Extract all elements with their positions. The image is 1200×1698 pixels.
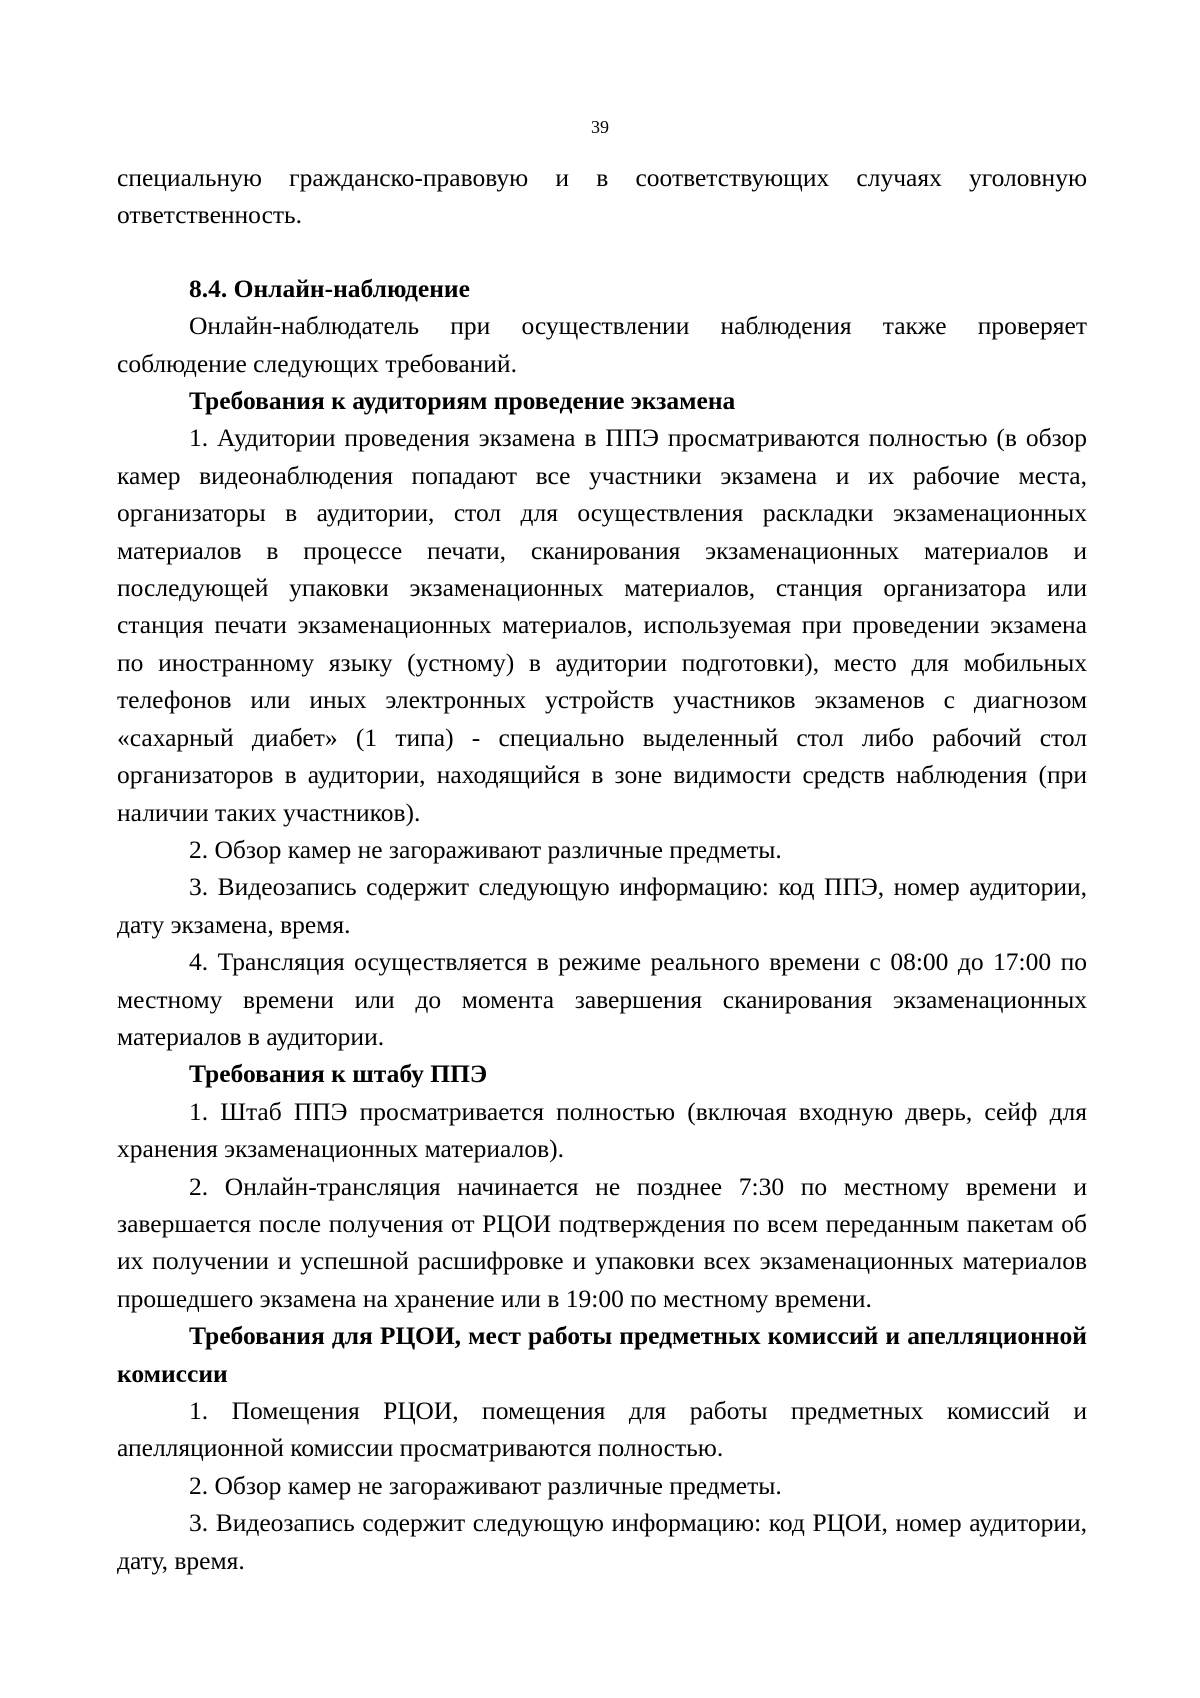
list-item: 1. Аудитории проведения экзамена в ППЭ просматриваются полностью (в обзор камер видеонаблюдения попадают все участники экзамена и их рабочие места, организаторы в аудитории, стол для осуществления раскладки экзаменационных материалов в процессе печати, сканирования экзаменационных материалов и последующей упаковки экзаменационных материалов, станция организатора или станция печати экзаменационных материалов, используемая при проведении экзамена по иностранному языку (устному) в аудитории подготовки), место для мобильных телефонов или иных электронных устройств участников экзаменов с диагнозом «сахарный диабет» (1 типа) - специально выделенный стол либо рабочий стол организаторов в аудитории, находящийся в зоне видимости средств наблюдения (при наличии таких участников).	[117, 423, 1087, 827]
list-item: 4. Трансляция осуществляется в режиме реального времени с 08:00 до 17:00 по местному времени или до момента завершения сканирования экзаменационных материалов в аудитории.	[117, 947, 1087, 1051]
paragraph-intro: Онлайн-наблюдатель при осуществлении наблюдения также проверяет соблюдение следующих требований.	[117, 311, 1087, 378]
page-number: 39	[591, 117, 609, 137]
list-item: 1. Помещения РЦОИ, помещения для работы предметных комиссий и апелляционной комиссии просматриваются полностью.	[117, 1396, 1087, 1463]
subheading-auditoriums: Требования к аудиториям проведение экзамена	[189, 386, 736, 416]
list-item: 1. Штаб ППЭ просматривается полностью (включая входную дверь, сейф для хранения экзаменационных материалов).	[117, 1096, 1087, 1164]
subheading-headquarters: Требования к штабу ППЭ	[189, 1059, 488, 1089]
subheading-rcoi: Требования для РЦОИ, мест работы предметных комиссий и апелляционной комиссии	[117, 1321, 1087, 1388]
list-item: 3. Видеозапись содержит следующую информацию: код РЦОИ, номер аудитории, дату, время.	[117, 1508, 1087, 1575]
document-body	[117, 159, 1087, 1579]
list-item: 2. Онлайн-трансляция начинается не позднее 7:30 по местному времени и завершается после получения от РЦОИ подтверждения по всем переданным пакетам об их получении и успешной расшифровке и упаковки всех экзаменационных материалов прошедшего экзамена на хранение или в 19:00 по местному времени.	[117, 1171, 1087, 1313]
list-item: 2. Обзор камер не загораживают различные предметы.	[189, 834, 782, 864]
paragraph-continuation: специальную гражданско-правовую и в соответствующих случаях уголовную ответственность.	[117, 163, 1087, 230]
list-item: 2. Обзор камер не загораживают различные предметы.	[189, 1470, 782, 1500]
list-item: 3. Видеозапись содержит следующую информацию: код ППЭ, номер аудитории, дату экзамена, время.	[117, 872, 1087, 939]
section-heading: 8.4. Онлайн-наблюдение	[189, 273, 470, 303]
